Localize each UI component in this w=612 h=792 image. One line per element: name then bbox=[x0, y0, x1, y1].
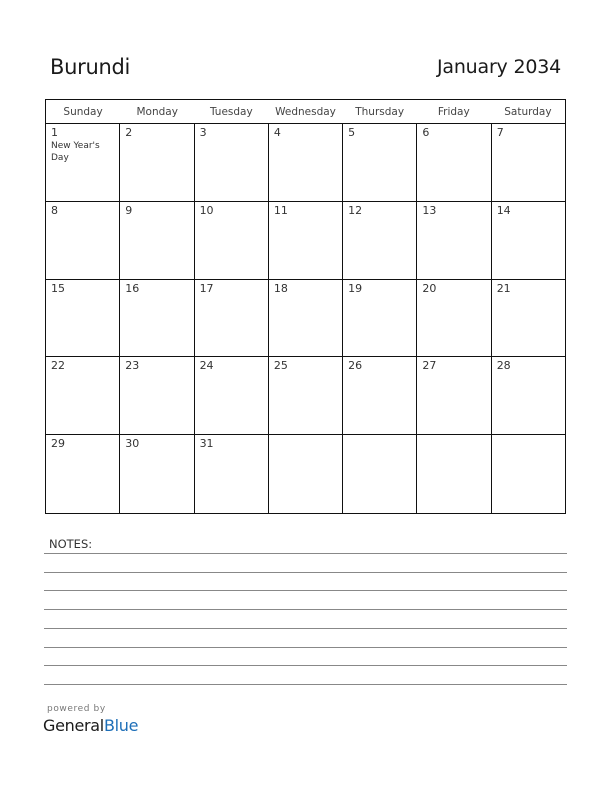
day-cell bbox=[417, 202, 491, 279]
weekday-wednesday: Wednesday bbox=[275, 106, 336, 118]
day-cell bbox=[269, 280, 343, 357]
day-number: 10 bbox=[199, 203, 214, 217]
day-number: 3 bbox=[199, 126, 207, 139]
day-cell bbox=[46, 357, 120, 434]
day-cell bbox=[269, 202, 343, 279]
day-cell bbox=[46, 280, 120, 357]
brand-general: General bbox=[43, 716, 104, 735]
month-year-title: January 2034 bbox=[436, 56, 561, 78]
day-cell bbox=[46, 124, 120, 201]
day-number: 20 bbox=[422, 281, 437, 295]
weekday-saturday: Saturday bbox=[504, 106, 552, 118]
day-number: 5 bbox=[348, 126, 356, 139]
day-number: 25 bbox=[273, 359, 288, 373]
day-cell bbox=[195, 202, 269, 279]
day-number: 22 bbox=[51, 359, 65, 373]
day-number: 4 bbox=[273, 126, 281, 139]
weekday-friday: Friday bbox=[437, 106, 470, 118]
day-cell bbox=[195, 357, 269, 434]
week-row bbox=[46, 357, 565, 435]
day-number: 12 bbox=[348, 203, 363, 217]
day-number: 2 bbox=[125, 126, 133, 139]
day-cell bbox=[492, 357, 565, 434]
day-number: 21 bbox=[496, 281, 511, 295]
day-cell bbox=[120, 202, 194, 279]
day-number: 13 bbox=[422, 203, 437, 217]
notes-line bbox=[44, 665, 567, 666]
week-row bbox=[46, 435, 565, 513]
day-cell bbox=[195, 124, 269, 201]
notes-line bbox=[44, 609, 567, 610]
notes-line bbox=[44, 572, 567, 573]
holiday-label: New Year's Day bbox=[51, 141, 100, 163]
day-cell bbox=[269, 435, 343, 513]
day-number: 9 bbox=[125, 203, 133, 217]
weekday-sunday: Sunday bbox=[63, 106, 103, 118]
day-number: 23 bbox=[125, 359, 140, 373]
day-cell bbox=[492, 280, 565, 357]
day-cell bbox=[492, 435, 565, 513]
calendar-grid bbox=[45, 99, 566, 514]
day-number: 28 bbox=[496, 359, 511, 373]
day-cell bbox=[343, 357, 417, 434]
day-number: 31 bbox=[199, 437, 214, 451]
notes-line bbox=[44, 628, 567, 629]
day-number: 26 bbox=[348, 359, 363, 373]
weekday-monday: Monday bbox=[136, 106, 178, 118]
day-number: 15 bbox=[51, 281, 65, 295]
day-cell bbox=[343, 202, 417, 279]
day-cell bbox=[46, 202, 120, 279]
day-number: 7 bbox=[496, 126, 504, 139]
day-number: 8 bbox=[51, 203, 58, 217]
day-number: 17 bbox=[199, 281, 214, 295]
day-cell bbox=[417, 357, 491, 434]
day-cell bbox=[46, 435, 120, 513]
day-cell bbox=[343, 435, 417, 513]
notes-line bbox=[44, 553, 567, 554]
day-cell bbox=[417, 124, 491, 201]
generalblue-logo bbox=[43, 716, 138, 735]
weekday-header-row bbox=[46, 100, 565, 124]
day-number: 27 bbox=[422, 359, 437, 373]
day-number: 14 bbox=[496, 203, 511, 217]
notes-label: NOTES: bbox=[49, 537, 93, 551]
day-cell bbox=[120, 280, 194, 357]
weekday-tuesday: Tuesday bbox=[209, 106, 253, 118]
day-cell bbox=[417, 280, 491, 357]
day-number: 11 bbox=[273, 203, 288, 217]
day-number: 30 bbox=[125, 437, 140, 451]
day-cell bbox=[120, 357, 194, 434]
weekday-thursday: Thursday bbox=[355, 106, 405, 118]
day-cell bbox=[492, 124, 565, 201]
day-cell bbox=[195, 435, 269, 513]
notes-line bbox=[44, 647, 567, 648]
day-cell bbox=[417, 435, 491, 513]
notes-line bbox=[44, 684, 567, 685]
day-number: 1 bbox=[51, 126, 58, 139]
brand-blue: Blue bbox=[103, 716, 139, 735]
day-cell bbox=[120, 435, 194, 513]
day-number: 6 bbox=[422, 126, 430, 139]
day-number: 29 bbox=[51, 437, 65, 451]
day-cell bbox=[343, 124, 417, 201]
week-row bbox=[46, 202, 565, 280]
week-row bbox=[46, 124, 565, 202]
day-cell bbox=[269, 357, 343, 434]
day-cell bbox=[120, 124, 194, 201]
notes-line bbox=[44, 590, 567, 591]
day-cell bbox=[343, 280, 417, 357]
day-number: 18 bbox=[273, 281, 288, 295]
day-number: 24 bbox=[199, 359, 214, 373]
day-cell bbox=[492, 202, 565, 279]
country-title: Burundi bbox=[50, 55, 131, 79]
day-cell bbox=[195, 280, 269, 357]
day-number: 16 bbox=[125, 281, 140, 295]
powered-by-text: powered by bbox=[47, 704, 106, 714]
week-row bbox=[46, 280, 565, 358]
day-cell bbox=[269, 124, 343, 201]
day-number: 19 bbox=[348, 281, 363, 295]
